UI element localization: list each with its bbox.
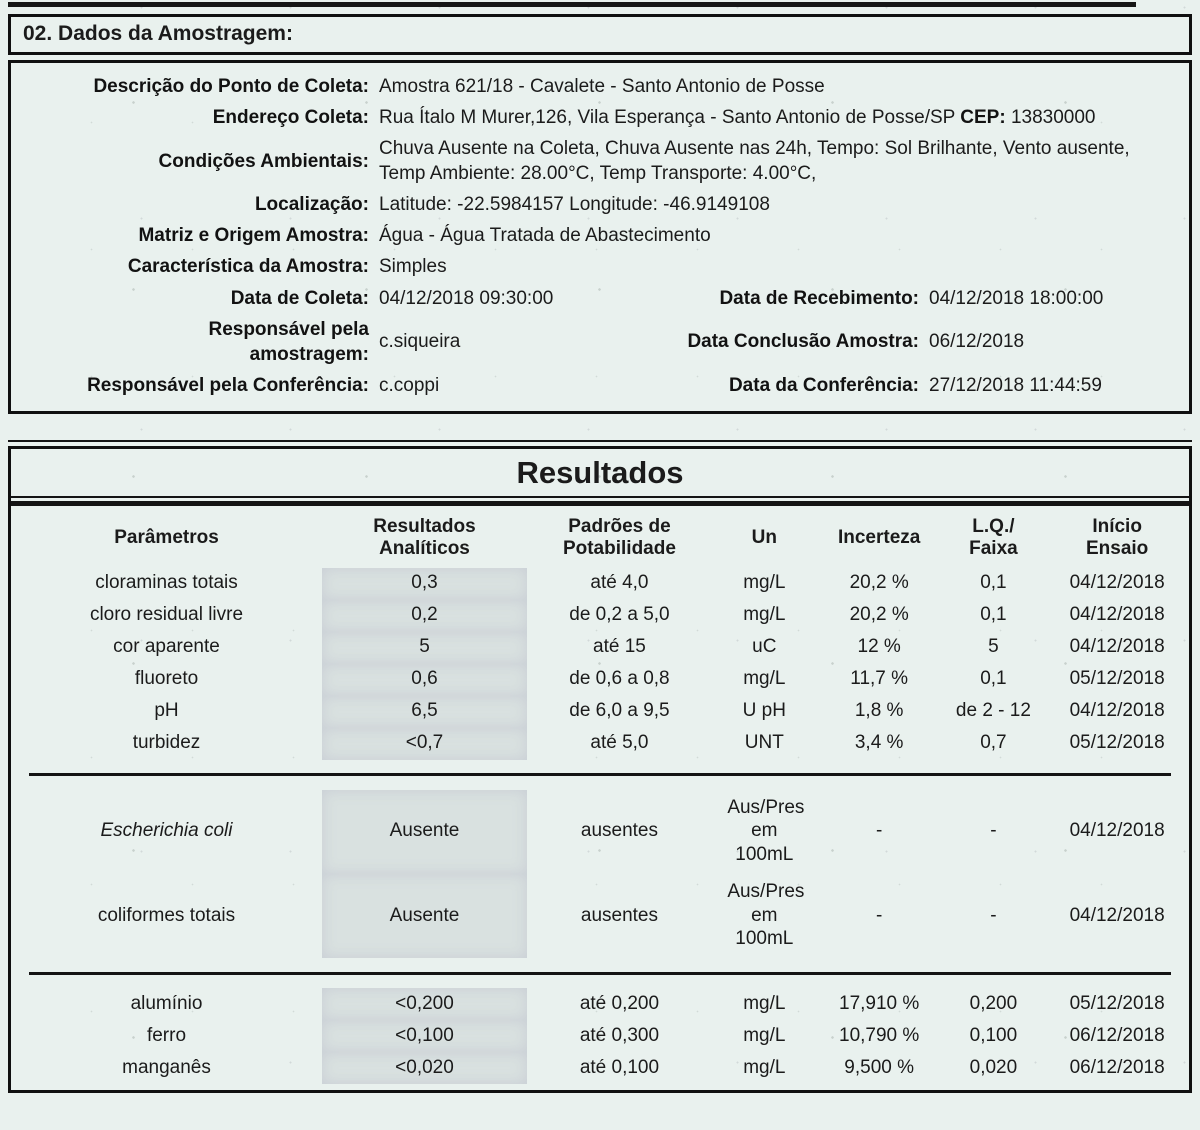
- cell-param: ferro: [146, 1024, 187, 1046]
- cell-param: cloraminas totais: [95, 572, 238, 594]
- field-value: c.coppi: [379, 374, 440, 396]
- cell-result: Ausente: [322, 874, 527, 958]
- cell-result: <0,020: [322, 1052, 527, 1084]
- cell-param: cor aparente: [113, 636, 220, 658]
- cell-start: 05/12/2018: [1069, 732, 1165, 754]
- cell-standard: até 0,200: [579, 992, 660, 1014]
- cell-standard: até 4,0: [590, 572, 649, 594]
- cell-result: <0,100: [322, 1020, 527, 1052]
- cell-result: 6,5: [322, 696, 527, 728]
- sampling-section-title-box: [8, 14, 1192, 55]
- cell-lq: 0,1: [980, 604, 1007, 626]
- cell-param: pH: [154, 700, 179, 722]
- column-header-un: Un: [751, 527, 777, 549]
- cell-uncertainty: 20,2 %: [849, 604, 909, 626]
- cell-uncertainty: 1,8 %: [854, 700, 904, 722]
- column-header-lq-faixa: L.Q./ Faixa: [969, 515, 1018, 560]
- field-label: Localização:: [254, 194, 369, 216]
- table-row-escherichia-coli: [11, 790, 1189, 874]
- cell-start: 04/12/2018: [1069, 700, 1165, 722]
- cell-param: alumínio: [130, 992, 203, 1014]
- cell-uncertainty: 9,500 %: [844, 1056, 915, 1078]
- field-value: Latitude: -22.5984157 Longitude: -46.9149108: [379, 194, 770, 216]
- cell-lq: 0,200: [969, 992, 1018, 1014]
- cell-standard: de 0,2 a 5,0: [569, 604, 670, 626]
- field-row-caracteristica: [19, 251, 1179, 282]
- cell-param: Escherichia coli: [100, 820, 233, 842]
- cell-uncertainty: -: [876, 904, 883, 926]
- table-row-cloraminas-totais: [11, 568, 1189, 600]
- cell-standard: ausentes: [580, 904, 658, 926]
- cell-uncertainty: -: [876, 820, 883, 842]
- separator-line: [29, 972, 1171, 975]
- table-row-aluminio: [11, 988, 1189, 1020]
- cell-start: 04/12/2018: [1069, 604, 1165, 626]
- cell-standard: ausentes: [580, 820, 658, 842]
- field-row-endereco: [19, 102, 1179, 133]
- field-value: c.siqueira: [379, 331, 461, 353]
- cell-unit: mg/L: [743, 992, 786, 1014]
- results-section-title: Resultados: [11, 449, 1189, 498]
- top-crop-scan-line: [8, 2, 1136, 7]
- table-row-coliformes-totais: [11, 874, 1189, 958]
- cell-result: <0,7: [322, 728, 527, 760]
- field-row-localizacao: [19, 189, 1179, 220]
- field-value: Água - Água Tratada de Abastecimento: [379, 225, 711, 247]
- field-label-line2: amostragem:: [249, 343, 369, 365]
- field-value: 27/12/2018 11:44:59: [929, 374, 1102, 396]
- field-value: Amostra 621/18 - Cavalete - Santo Antonio de Posse: [379, 76, 825, 97]
- cell-param: cloro residual livre: [89, 604, 244, 626]
- cell-result: 0,6: [322, 664, 527, 696]
- results-section-box: [8, 446, 1192, 1093]
- cell-unit: mg/L: [743, 572, 786, 594]
- cell-standard: até 15: [593, 636, 646, 658]
- column-header-incerteza: Incerteza: [837, 527, 921, 549]
- field-label: Característica da Amostra:: [127, 256, 369, 278]
- cell-uncertainty: 12 %: [857, 636, 901, 658]
- column-header-resultados-analiticos: Resultados Analíticos: [373, 515, 476, 560]
- cell-result: 0,2: [322, 600, 527, 632]
- field-label: Condições Ambientais:: [158, 150, 369, 172]
- cell-standard: até 5,0: [590, 732, 649, 754]
- cell-lq: 0,1: [980, 668, 1007, 690]
- cep-label: CEP:: [960, 107, 1006, 129]
- cell-uncertainty: 20,2 %: [849, 572, 909, 594]
- cell-unit: U pH: [742, 700, 786, 722]
- cell-result: Ausente: [322, 790, 527, 874]
- cell-unit: mg/L: [743, 1056, 786, 1078]
- cell-param: fluoreto: [134, 668, 199, 690]
- cell-start: 04/12/2018: [1069, 904, 1165, 926]
- cell-result: 0,3: [322, 568, 527, 600]
- cell-standard: de 0,6 a 0,8: [569, 668, 670, 690]
- cell-param: turbidez: [132, 732, 201, 754]
- cell-lq: 0,020: [969, 1056, 1018, 1078]
- column-header-parametros: Parâmetros: [114, 527, 219, 549]
- table-row-ferro: [11, 1020, 1189, 1052]
- sampling-section-title: 02. Dados da Amostragem:: [23, 22, 293, 45]
- cell-unit: mg/L: [743, 1024, 786, 1046]
- sampling-info-box: [8, 60, 1192, 414]
- field-label: Data de Recebimento:: [719, 287, 919, 309]
- field-row-responsavel-conferencia: [19, 370, 1179, 401]
- field-row-descricao: [19, 71, 1179, 102]
- group-separator: [11, 760, 1189, 790]
- cell-unit: Aus/Pres em 100mL: [727, 796, 805, 866]
- cell-lq: -: [990, 820, 997, 842]
- scanned-lab-report-page: [0, 2, 1200, 1130]
- field-row-responsavel-amostragem: [19, 314, 1179, 370]
- table-row-turbidez: [11, 728, 1189, 760]
- cell-lq: 0,1: [980, 572, 1007, 594]
- results-header-row: [11, 506, 1189, 568]
- field-label: Data de Coleta:: [230, 287, 369, 309]
- field-value: 04/12/2018 18:00:00: [929, 287, 1104, 309]
- cell-result: 5: [322, 632, 527, 664]
- cell-lq: de 2 - 12: [955, 700, 1031, 722]
- field-value: [379, 105, 1169, 130]
- table-row-fluoreto: [11, 664, 1189, 696]
- field-label: Data da Conferência:: [728, 374, 919, 396]
- cell-unit: Aus/Pres em 100mL: [727, 880, 805, 950]
- table-row-ph: [11, 696, 1189, 728]
- cell-unit: mg/L: [743, 604, 786, 626]
- cell-uncertainty: 17,910 %: [839, 992, 920, 1014]
- table-row-manganes: [11, 1052, 1189, 1084]
- cell-uncertainty: 3,4 %: [854, 732, 904, 754]
- address-text: Rua Ítalo M Murer,126, Vila Esperança - Santo Antonio de Posse/SP: [379, 107, 955, 129]
- cell-start: 05/12/2018: [1069, 992, 1165, 1014]
- field-value: Simples: [379, 256, 447, 278]
- column-header-padroes-potabilidade: Padrões de Potabilidade: [562, 515, 676, 560]
- cell-standard: até 0,300: [579, 1024, 660, 1046]
- cell-start: 06/12/2018: [1069, 1024, 1165, 1046]
- field-label-line1: Responsável pela: [208, 318, 369, 340]
- field-value: 04/12/2018 09:30:00: [379, 287, 554, 309]
- field-label: Endereço Coleta:: [212, 107, 369, 129]
- results-table: [11, 506, 1189, 1084]
- field-value: 06/12/2018: [929, 331, 1025, 353]
- field-value: Chuva Ausente na Coleta, Chuva Ausente nas 24h, Tempo: Sol Brilhante, Vento ausente, Temp Ambiente: 28.00°C, Temp Transporte: 4.00°C,: [379, 138, 1130, 185]
- cell-standard: de 6,0 a 9,5: [569, 700, 670, 722]
- field-label: Descrição do Ponto de Coleta:: [93, 76, 369, 97]
- results-top-scan-line: [8, 440, 1192, 442]
- separator-line: [29, 773, 1171, 776]
- cell-lq: 0,100: [969, 1024, 1018, 1046]
- cell-start: 06/12/2018: [1069, 1056, 1165, 1078]
- cell-standard: até 0,100: [579, 1056, 660, 1078]
- field-row-condicoes: [19, 133, 1179, 189]
- cell-uncertainty: 10,790 %: [839, 1024, 920, 1046]
- cell-start: 04/12/2018: [1069, 636, 1165, 658]
- cell-start: 04/12/2018: [1069, 820, 1165, 842]
- field-row-data-coleta: [19, 283, 1179, 314]
- cell-unit: uC: [752, 636, 777, 658]
- cell-param: coliformes totais: [97, 904, 236, 926]
- cep-value: 13830000: [1010, 107, 1096, 129]
- table-row-cor-aparente: [11, 632, 1189, 664]
- field-label: [19, 317, 369, 367]
- cell-lq: 5: [988, 636, 999, 658]
- cell-uncertainty: 11,7 %: [850, 668, 909, 690]
- cell-start: 05/12/2018: [1069, 668, 1165, 690]
- cell-lq: 0,7: [980, 732, 1007, 754]
- group-separator: [11, 958, 1189, 988]
- cell-start: 04/12/2018: [1069, 572, 1165, 594]
- cell-lq: -: [990, 904, 997, 926]
- cell-result: <0,200: [322, 988, 527, 1020]
- field-row-matriz: [19, 220, 1179, 251]
- field-label: Responsável pela Conferência:: [87, 374, 369, 396]
- field-label: Data Conclusão Amostra:: [687, 331, 919, 353]
- column-header-inicio-ensaio: Início Ensaio: [1085, 515, 1149, 560]
- cell-unit: mg/L: [743, 668, 786, 690]
- field-label: Matriz e Origem Amostra:: [138, 225, 369, 247]
- table-row-cloro-residual-livre: [11, 600, 1189, 632]
- cell-unit: UNT: [744, 732, 784, 754]
- cell-param: manganês: [122, 1056, 211, 1078]
